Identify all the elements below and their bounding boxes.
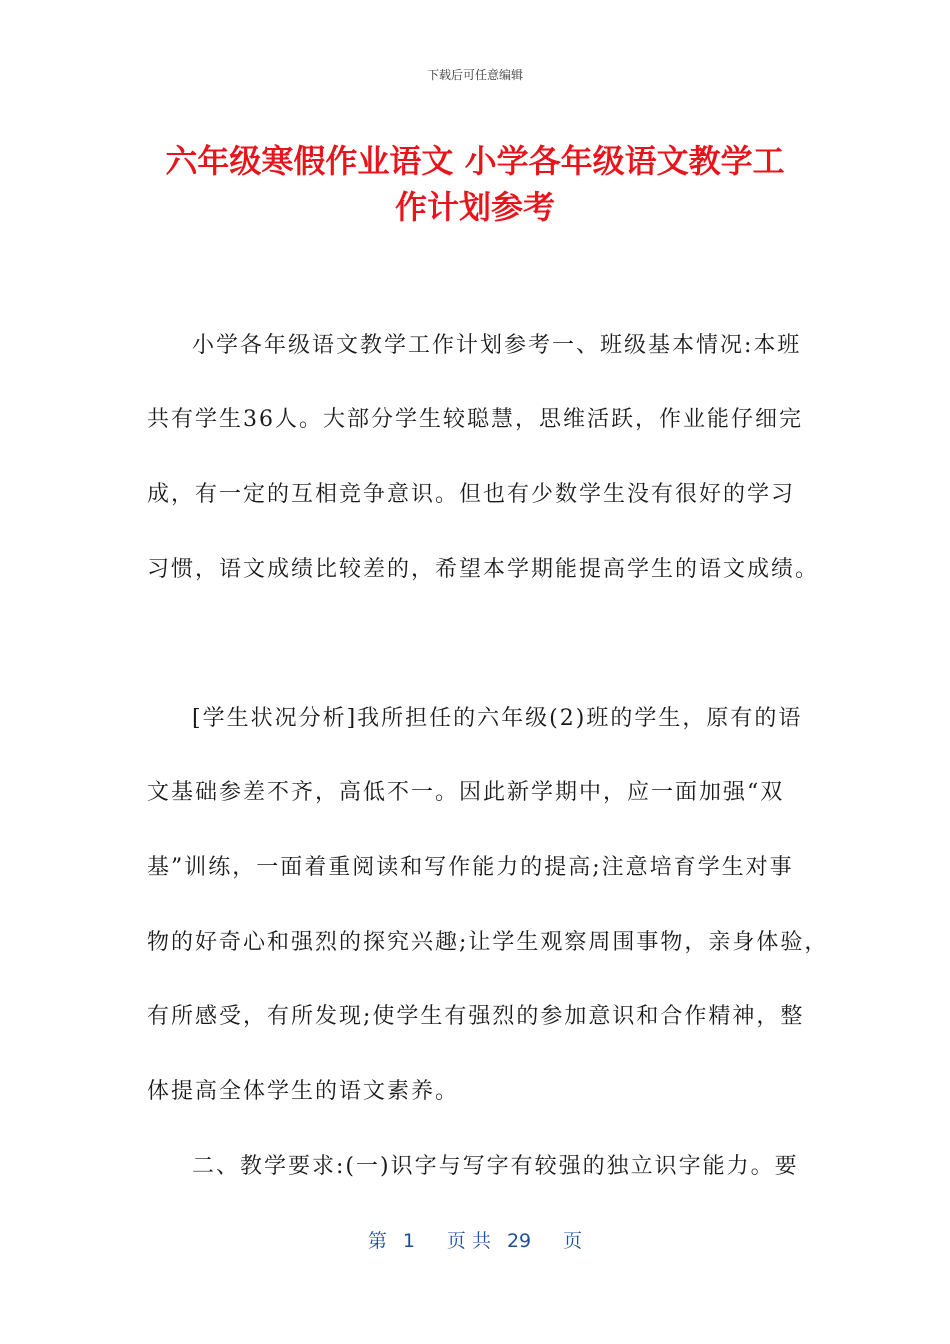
page-footer <box>0 1226 950 1253</box>
paragraph-1-line-1: 小学各年级语文教学工作计划参考一、班级基本情况:本班 <box>192 333 802 358</box>
footer-page-number: 1 <box>402 1230 415 1252</box>
paragraph-2-line-1: [学生状况分析]我所担任的六年级(2)班的学生，原有的语 <box>192 706 803 731</box>
title-line-1: 六年级寒假作业语文 小学各年级语文教学工 <box>165 142 785 180</box>
footer-suffix: 页 <box>563 1230 583 1252</box>
paragraph-1-line-2: 共有学生36人。大部分学生较聪慧，思维活跃，作业能仔细完 <box>147 407 803 432</box>
footer-total-pages: 29 <box>506 1230 532 1252</box>
header-note: 下载后可任意编辑 <box>426 68 523 82</box>
footer-prefix: 第 <box>367 1230 387 1252</box>
paragraph-2-line-6: 体提高全体学生的语文素养。 <box>147 1079 460 1104</box>
paragraph-1-line-4: 习惯，语文成绩比较差的，希望本学期能提高学生的语文成绩。 <box>147 557 820 582</box>
paragraph-3-line-1: 二、教学要求:(一)识字与写字有较强的独立识字能力。要 <box>192 1154 799 1179</box>
paragraph-2-line-5: 有所感受，有所发现;使学生有强烈的参加意识和合作精神，整 <box>147 1004 805 1029</box>
paragraph-2-line-2: 文基础参差不齐，高低不一。因此新学期中，应一面加强“双 <box>147 780 785 805</box>
paragraph-1-line-3: 成，有一定的互相竞争意识。但也有少数学生没有很好的学习 <box>147 482 796 507</box>
title-line-2: 作计划参考 <box>394 188 555 226</box>
footer-middle: 页 共 <box>446 1230 491 1252</box>
paragraph-2-line-3: 基”训练，一面着重阅读和写作能力的提高;注意培育学生对事 <box>147 855 794 880</box>
paragraph-2-line-4: 物的好奇心和强烈的探究兴趣;让学生观察周围事物，亲身体验， <box>147 930 829 955</box>
document-title <box>120 138 830 230</box>
